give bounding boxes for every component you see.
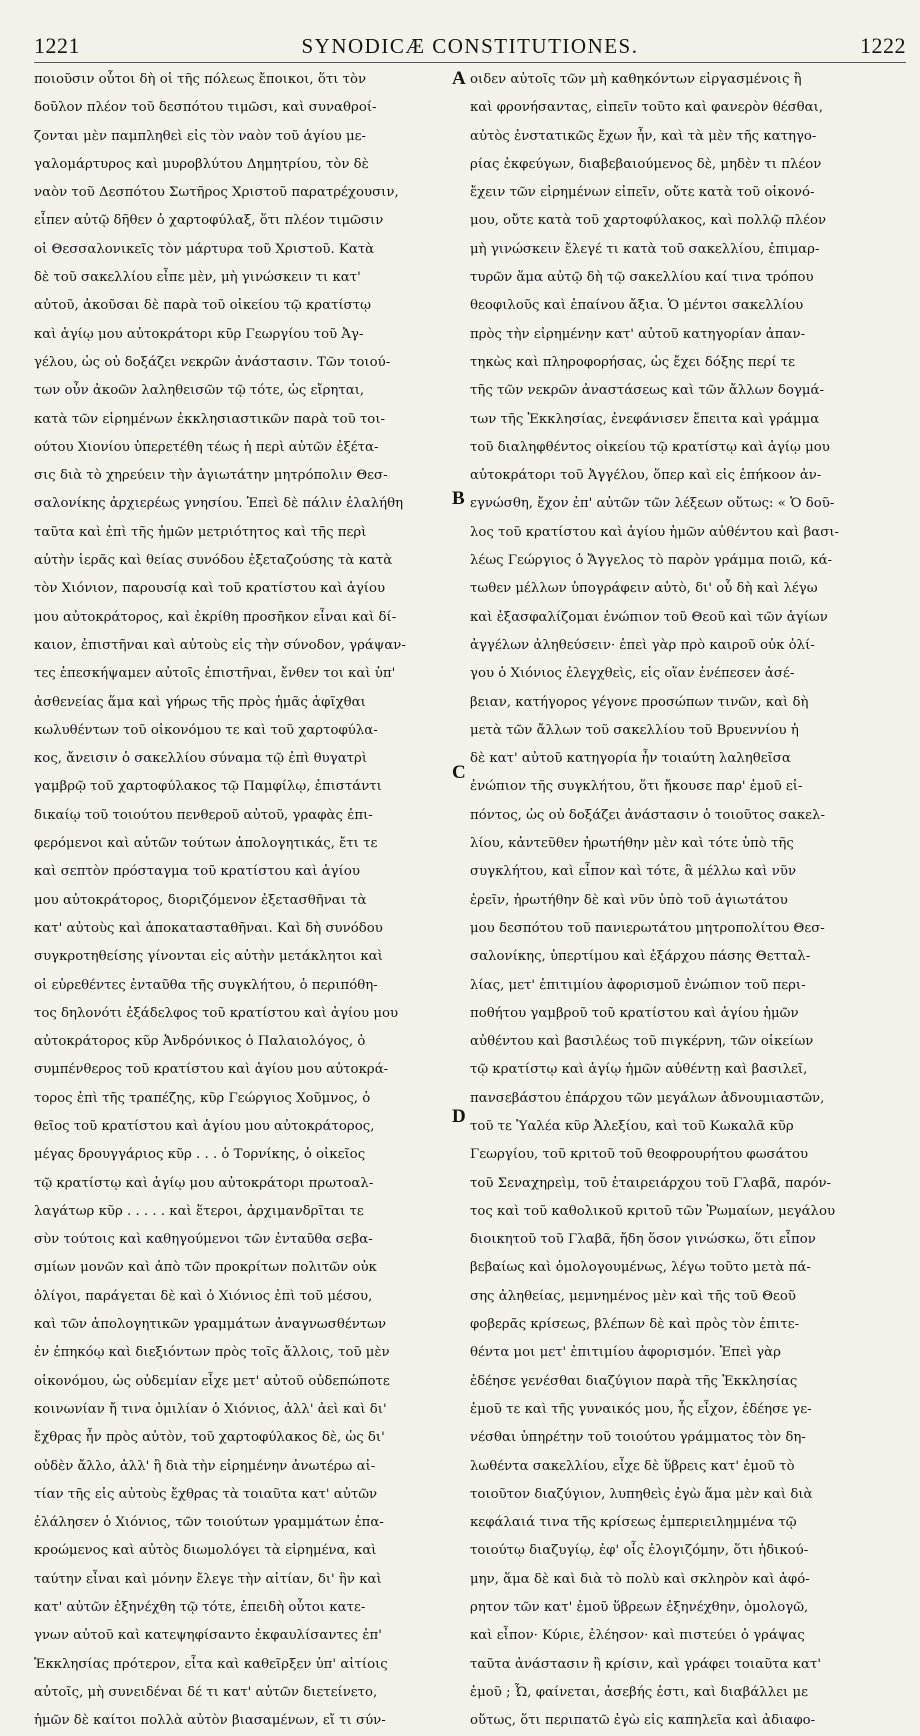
text-line: ἔχειν τῶν εἰρημένων εἰπεῖν, οὔτε κατὰ τοῦ οἰκονό- (470, 185, 815, 201)
text-line: τοῦ Σεναχηρεὶμ, τοῦ ἑταιρειάρχου τοῦ Γλαβᾶ, παρόν- (470, 1175, 832, 1191)
text-line: ἀσθενείας ἅμα καὶ γήρως τῆς πρὸς ἡμᾶς ἀφῖχθαι (34, 694, 366, 710)
text-line: κατ' αὐτῶν ἐξηνέχθη τῷ τότε, ἐπειδὴ οὗτοι κατε- (34, 1600, 366, 1616)
text-line: γαλομάρτυρος καὶ μυροβλύτου Δημητρίου, τὸν δὲ (34, 156, 369, 172)
text-line: ἐμοῦ ; Ὦ, φαίνεται, ἀσεβής ἐστι, καὶ διαβάλλει με (470, 1684, 809, 1700)
text-line: τος καὶ τοῦ καθολικοῦ κριτοῦ τῶν Ῥωμαίων, μεγάλου (470, 1203, 836, 1219)
text-line: δὲ τοῦ σακελλίου εἶπε μὲν, μὴ γινώσκειν τι κατ' (34, 270, 361, 286)
text-line: σὺν τούτοις καὶ καθηγούμενοι τῶν ἐνταῦθα σεβα- (34, 1232, 373, 1248)
text-line: τῷ κρατίστῳ καὶ ἁγίῳ ἡμῶν αὐθέντῃ καὶ βασιλεῖ, (470, 1062, 808, 1078)
text-line: οἱ Θεσσαλονικεῖς τὸν μάρτυρα τοῦ Χριστοῦ. Κατὰ (34, 241, 375, 257)
text-line: σαλονίκης ἀρχιερέως γνησίου. Ἐπεὶ δὲ πάλιν ἐλαλήθη (34, 496, 404, 512)
right-page-number: 1222 (859, 33, 906, 58)
text-line: κεφάλαιά τινα τῆς κρίσεως ἐμπεριειλημμένα τῷ (470, 1515, 797, 1531)
text-line: καὶ τῶν ἀπολογητικῶν γραμμάτων ἀναγνωσθέντων (34, 1317, 387, 1333)
text-line: οἱ εὑρεθέντες ἐνταῦθα τῆς συγκλήτου, ὁ περιπόθη- (34, 977, 378, 993)
section-marker-b: B (452, 488, 465, 509)
text-line: βεβαίως καὶ ὁμολογουμένως, λέγω τοῦτο μετὰ πά- (470, 1260, 811, 1276)
text-line: οὕτως, ὅτι περιπατῶ ἐγὼ εἰς καπηλεῖα καὶ ἀδιαφο- (470, 1713, 816, 1729)
text-line: καὶ εἶπον· Κύριε, ἐλέησον· καὶ πιστεύει ὁ γράψας (470, 1628, 805, 1644)
text-line: λίας, μετ' ἐπιτιμίου ἀφορισμοῦ ἐνώπιον τοῦ περι- (470, 977, 806, 993)
text-line: μὴ γινώσκειν ἔλεγέ τι κατὰ τοῦ σακελλίου, ἐπιμαρ- (470, 241, 820, 257)
text-line: ἐν ἐπηκόῳ καὶ διεξιόντων πρὸς τοῖς ἄλλοις, τοῦ μὲν (34, 1345, 390, 1361)
text-line: ἐμοῦ τε καὶ τῆς γυναικός μου, ἧς εἶχον, ἐδέησε γε- (470, 1401, 812, 1417)
right-column (470, 66, 910, 1736)
text-line: οιδεν αὐτοῖς τῶν μὴ καθηκόντων εἰργασμένοις ἢ (470, 72, 802, 87)
text-line: μην, ἅμα δὲ καὶ διὰ τὸ πολὺ καὶ σκληρὸν καὶ ἀφό- (470, 1571, 810, 1587)
text-line: τῆς τῶν νεκρῶν ἀναστάσεως καὶ τῶν ἄλλων δογμά- (470, 383, 824, 399)
text-line: δὲ κατ' αὐτοῦ κατηγορία ἦν τοιαύτη λαληθεῖσα (470, 751, 791, 767)
text-line: αὐτὸς ἐνστατικῶς ἔχων ἦν, καὶ τὰ μὲν τῆς κατηγο- (470, 128, 817, 144)
text-line: ἡμῶν δὲ καίτοι πολλὰ αὐτὸν βιασαμένων, εἴ τι σύν- (34, 1713, 386, 1729)
text-line: ἐδέησε γενέσθαι διαζύγιον παρὰ τῆς Ἐκκλησίας (470, 1373, 798, 1389)
text-line: αὐθέντου καὶ βασιλέως τοῦ πιγκέρνη, τῶν οἰκείων (470, 1034, 814, 1050)
text-line: γέλου, ὡς οὐ δοξάζει νεκρῶν ἀνάστασιν. Τῶν τοιού- (34, 354, 391, 370)
text-line: γαμβρῷ τοῦ χαρτοφύλακος τῷ Παμφίλῳ, ἐπιστάντι (34, 779, 382, 795)
text-line: τηκὼς καὶ πληροφορήσας, ὡς ἔχει δόξης περί τε (470, 354, 796, 370)
text-line: κατ' αὐτοὺς καὶ ἀποκατασταθῆναι. Καὶ δὴ συνόδου (34, 920, 383, 936)
text-line: μετὰ τῶν ἄλλων τοῦ σακελλίου τοῦ Βρυεννίου ἡ (470, 722, 799, 738)
section-marker-d: D (452, 1106, 466, 1127)
text-line: λαγάτωρ κῦρ . . . . . καὶ ἕτεροι, ἀρχιμανδρῖται τε (34, 1203, 364, 1219)
text-line: λέως Γεώργιος ὁ Ἄγγελος τὸ παρὸν γράμμα ποιῶ, κά- (470, 553, 833, 569)
text-line: ρίας ἐκφεύγων, διαβεβαιούμενος δὲ, μηδὲν τι πλέον (470, 156, 822, 172)
text-line: δικαίῳ τοῦ τοιούτου πενθεροῦ αὐτοῦ, γραφὰς ἐπι- (34, 807, 373, 823)
text-line: τίαν τῆς εἰς αὐτοὺς ἔχθρας τὰ τοιαῦτα κατ' αὐτῶν (34, 1486, 378, 1502)
text-line: ἐρεῖν, ἠρωτήθην δὲ καὶ νῦν ὑπὸ τοῦ ἁγιωτάτου (470, 892, 788, 908)
text-line: τες ἐπεσκήψαμεν αὐτοῖς ἐπιστῆναι, ἔνθεν τοι καὶ ὑπ' (34, 666, 396, 682)
text-line: κοινωνίαν ἤ τινα ὁμιλίαν ὁ Χιόνιος, ἀλλ' ἀεὶ καὶ δι' (34, 1401, 387, 1417)
text-line: εἶπεν αὐτῷ δῆθεν ὁ χαρτοφύλαξ, ὅτι πλέον τιμῶσιν (34, 213, 384, 229)
text-line: καὶ ἐξασφαλίζομαι ἐνώπιον τοῦ Θεοῦ καὶ τῶν ἁγίων (470, 609, 828, 625)
text-line: πρὸς τὴν εἰρημένην κατ' αὐτοῦ κατηγορίαν ἀπαν- (470, 326, 806, 342)
text-line: λωθέντα σακελλίου, εἶχε δὲ ὕβρεις κατ' ἐμοῦ τὸ (470, 1458, 795, 1474)
text-line: ζονται μὲν παμπληθεὶ εἰς τὸν ναὸν τοῦ ἁγίου με- (34, 128, 366, 144)
text-line: σης ἀληθείας, μεμνημένος μὲν καὶ τῆς τοῦ Θεοῦ (470, 1288, 796, 1304)
text-line: ούτου Χιονίου ὑπερετέθη τέως ἡ περὶ αὐτῶν ἐξέτα- (34, 439, 379, 455)
left-column (34, 66, 452, 1736)
text-line: αὐτοῦ, ἀκοῦσαι δὲ παρὰ τοῦ οἰκείου τῷ κρατίστῳ (34, 298, 371, 314)
text-line: καιον, ἐπιστῆναι καὶ αὐτοὺς εἰς τὴν σύνοδον, γράψαν- (34, 637, 406, 653)
text-line: οἰκονόμου, ὡς οὐδεμίαν εἶχε μετ' αὐτοῦ οὐδεπώποτε (34, 1373, 390, 1389)
running-title: SYNODICÆ CONSTITUTIONES. (301, 33, 639, 58)
text-line: ἐλάλησεν ὁ Χιόνιος, τῶν τοιούτων γραμμάτων ἐπα- (34, 1515, 384, 1531)
text-line: μου αὐτοκράτορος, καὶ ἐκρίθη προσῆκον εἶναι καὶ δί- (34, 609, 397, 625)
text-line: τοῦ τε Ὑαλέα κῦρ Ἀλεξίου, καὶ τοῦ Κωκαλᾶ κῦρ (470, 1118, 794, 1134)
text-line: γου ὁ Χιόνιος ἐλεγχθεὶς, εἰς οἵαν ἐνέπεσεν ἀσέ- (470, 666, 795, 682)
text-line: θεοφιλοῦς καὶ ἐπαίνου ἄξια. Ὁ μέντοι σακελλίου (470, 298, 804, 314)
text-line: εγνώσθη, ἔχον ἐπ' αὐτῶν τῶν λέξεων οὕτως: « Ὁ δοῦ- (470, 496, 835, 512)
text-line: διοικητοῦ τοῦ Γλαβᾶ, ἤδη ὅσον γινώσκω, ὅτι εἶπον (470, 1232, 816, 1248)
text-line: κωλυθέντων τοῦ οἰκονόμου τε καὶ τοῦ χαρτοφύλα- (34, 722, 378, 738)
text-line: ποθήτου γαμβροῦ τοῦ κρατίστου καὶ ἁγίου ἡμῶν (470, 1005, 799, 1021)
text-line: ταῦτα ἀνάστασιν ἢ κρίσιν, καὶ γράφει τοιαῦτα κατ' (470, 1656, 822, 1672)
text-line: φοβερᾶς κρίσεως, βλέπων δὲ καὶ πρὸς τὸν ἐπιτε- (470, 1317, 800, 1333)
text-line: κατὰ τῶν εἰρημένων ἐκκλησιαστικῶν παρὰ τοῦ τοι- (34, 411, 386, 427)
text-line: συγκροτηθείσης γίνονται εἰς αὐτὴν μετάκλητοι καὶ (34, 949, 383, 965)
text-line: τοιούτῳ διαζυγίῳ, ἐφ' οἷς ἐλογιζόμην, ὅτι ἠδικού- (470, 1543, 809, 1559)
text-line: λίου, κἀντεῦθεν ἠρωτήθην μὲν καὶ τότε ὑπὸ τῆς (470, 836, 794, 852)
section-marker-c: C (452, 762, 466, 783)
running-header (34, 30, 906, 62)
text-line: τωθεν μέλλων ὑπογράφειν αὐτὸ, δι' οὗ δὴ καὶ λέγω (470, 581, 818, 597)
text-line: δοῦλον πλέον τοῦ δεσπότου τιμῶσι, καὶ συναθροί- (34, 100, 377, 116)
text-line: τος δηλονότι ἐξάδελφος τοῦ κρατίστου καὶ ἁγίου μου (34, 1005, 399, 1021)
text-line: ρητον τῶν κατ' ἐμοῦ ὕβρεων ἐξηνέχθην, ὁμολογῶ, (470, 1600, 809, 1616)
text-line: ἀγγέλων ἀληθεύσειν· ἐπεὶ γὰρ πρὸ καιροῦ οὐκ ὀλί- (470, 637, 815, 653)
text-line: τορος ἐπὶ τῆς τραπέζης, κῦρ Γεώργιος Χοῦμνος, ὁ (34, 1090, 371, 1106)
section-marker-a: A (452, 68, 466, 89)
text-line: καὶ ἁγίῳ μου αὐτοκράτορι κῦρ Γεωργίου τοῦ Ἀγ- (34, 326, 364, 342)
text-line: Ἐκκλησίας πρότερον, εἶτα καὶ καθεῖρξεν ὑπ' αἰτίοις (34, 1656, 388, 1672)
text-line: ἔχθρας ἦν πρὸς αὐτὸν, τοῦ χαρτοφύλακος δὲ, ὡς δι' (34, 1430, 385, 1446)
text-line: των οὖν ἀκοῶν λαληθεισῶν τῷ τότε, ὡς εἴρηται, (34, 383, 365, 399)
text-line: μου, οὔτε κατὰ τοῦ χαρτοφύλακος, καὶ πολλῷ πλέον (470, 213, 827, 229)
header-rule (34, 62, 906, 63)
text-line: τυρῶν ἅμα αὐτῷ δὴ τῷ σακελλίου καί τινα τρόπου (470, 270, 814, 286)
text-line: οὐδὲν ἄλλο, ἀλλ' ἢ διὰ τὴν εἰρημένην ἀνωτέρω αἰ- (34, 1458, 376, 1474)
text-line: αὐτοκράτορι τοῦ Ἀγγέλου, ὅπερ καὶ εἰς ἐπήκοον ἀν- (470, 468, 822, 484)
text-line: αὐτοῖς, μὴ συνειδέναι δέ τι κατ' αὐτῶν διετείνετο, (34, 1684, 378, 1700)
text-line: φερόμενοι καὶ αὐτῶν τούτων ἀπολογητικάς, ἔτι τε (34, 836, 378, 852)
text-line: λος τοῦ κρατίστου καὶ ἁγίου ἡμῶν αὐθέντου καὶ βασι- (470, 524, 840, 540)
text-line: αὐτοκράτορος κῦρ Ἀνδρόνικος ὁ Παλαιολόγος, ὁ (34, 1034, 366, 1050)
text-line: σαλονίκης, ὑπερτίμου καὶ ἐξάρχου πάσης Θετταλ- (470, 949, 811, 965)
text-line: βειαν, κατήγορος γέγονε προσώπων τινῶν, καὶ δὴ (470, 694, 809, 710)
text-line: ταύτην εἶναι καὶ μόνην ἔλεγε τὴν αἰτίαν, δι' ἣν καὶ (34, 1571, 382, 1587)
text-line: καὶ σεπτὸν πρόσταγμα τοῦ κρατίστου καὶ ἁγίου (34, 864, 360, 880)
text-line: ποιοῦσιν οὗτοι δὴ οἱ τῆς πόλεως ἔποικοι, ὅτι τὸν (34, 72, 367, 87)
text-line: των τῆς Ἐκκλησίας, ἐνεφάνισεν ἔπειτα καὶ γράμμα (470, 411, 820, 427)
text-line: ναὸν τοῦ Δεσπότου Σωτῆρος Χριστοῦ παρατρέχουσιν, (34, 185, 399, 201)
text-line: τοιοῦτον διαζύγιον, λυπηθεὶς ἐγὼ ἅμα μὲν καὶ διὰ (470, 1486, 813, 1502)
text-line: συγκλήτου, καὶ εἶπον καὶ τότε, ἃ μέλλω καὶ νῦν (470, 864, 797, 880)
text-line: θέντα μοι μετ' ἐπιτιμίου ἀφορισμόν. Ἐπεὶ γὰρ (470, 1345, 781, 1361)
text-line: ἐνώπιον τῆς συγκλήτου, ὅτι ἤκουσε παρ' ἐμοῦ εἰ- (470, 779, 803, 795)
text-line: μέγας δρουγγάριος κῦρ . . . ὁ Τορνίκης, ὁ οἰκεῖος (34, 1147, 366, 1163)
text-line: συμπένθερος τοῦ κρατίστου καὶ ἁγίου μου αὐτοκρά- (34, 1062, 389, 1078)
text-line: πόντος, ὡς οὐ δοξάζει ἀνάστασιν ὁ τοιοῦτος σακελ- (470, 807, 825, 823)
text-line: τὸν Χιόνιον, παρουσίᾳ καὶ τοῦ κρατίστου καὶ ἁγίου (34, 581, 386, 597)
text-line: σμίων μονῶν καὶ ἀπὸ τῶν προκρίτων πολιτῶν οὐκ (34, 1260, 377, 1276)
text-line: αὐτὴν ἱερᾶς καὶ θείας συνόδου ἐξεταζούσης τὰ κατὰ (34, 553, 393, 569)
text-line: μου δεσπότου τοῦ πανιερωτάτου μητροπολίτου Θεσ- (470, 920, 825, 936)
text-line: σις διὰ τὸ χηρεύειν τὴν ἁγιωτάτην μητρόπολιν Θεσ- (34, 468, 388, 484)
text-line: κροώμενος καὶ αὐτὸς διωμολόγει τὰ εἰρημένα, καὶ (34, 1543, 377, 1559)
text-line: θεῖος τοῦ κρατίστου καὶ ἁγίου μου αὐτοκράτορος, (34, 1118, 375, 1134)
text-line: πανσεβάστου ἐπάρχου τῶν μεγάλων ἀδνουμιαστῶν, (470, 1090, 825, 1106)
text-line: κος, ἄνεισιν ὁ σακελλίου σύναμα τῷ ἐπὶ θυγατρὶ (34, 751, 368, 767)
text-line: τῷ κρατίστῳ καὶ ἁγίῳ μου αὐτοκράτορι πρωτοαλ- (34, 1175, 374, 1191)
text-line: τοῦ διαληφθέντος οἰκείου τῷ κρατίστῳ καὶ ἁγίῳ μου (470, 439, 830, 455)
text-line: μου αὐτοκράτορος, διοριζόμενον ἐξετασθῆναι τὰ (34, 892, 367, 908)
text-line: Γεωργίου, τοῦ κριτοῦ τοῦ θεοφρουρήτου φωσάτου (470, 1147, 809, 1163)
text-line: νέσθαι ὑπηρέτην τοῦ τοιούτου γράμματος τὸν δη- (470, 1430, 806, 1446)
text-line: ὀλίγοι, παράγεται δὲ καὶ ὁ Χιόνιος ἐπὶ τοῦ μέσου, (34, 1288, 373, 1304)
left-page-number: 1221 (34, 33, 80, 58)
text-line: καὶ φρονήσαντας, εἰπεῖν τοῦτο καὶ φανερὸν θέσθαι, (470, 100, 824, 116)
text-line: ταῦτα καὶ ἐπὶ τῆς ἡμῶν μετριότητος καὶ τῆς περὶ (34, 524, 367, 540)
text-line: γνων αὐτοῦ καὶ κατεψηφίσαντο ἐκφαυλίσαντες ἐπ' (34, 1628, 382, 1644)
